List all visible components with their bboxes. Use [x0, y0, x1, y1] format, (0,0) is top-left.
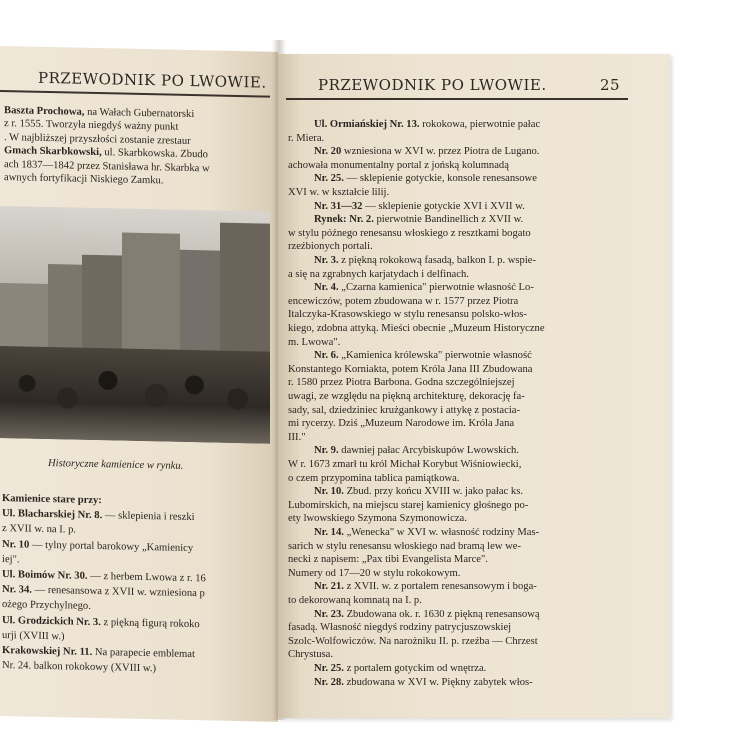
entry-heading: Nr. 10.: [314, 486, 344, 498]
open-book: [0, 40, 670, 720]
entry-text: z XVII. w. z portalem renesansowym i boga-: [343, 581, 537, 593]
entry-text: W r. 1673 zmarł tu król Michał Korybut Wiśniowiecki,: [288, 459, 522, 470]
entry-text: z piękną rokokową fasadą, balkon I. p. wspie-: [338, 255, 537, 266]
text-line: [314, 608, 540, 621]
entry-text: Numery od 17—20 w stylu rokokowym.: [288, 567, 461, 579]
text-line: [288, 363, 532, 376]
entry-text: Szolc-Wolfowiczów. Na narożniku II. p. rzeźba — Chrzest: [288, 635, 538, 647]
entry-text: — sklepienia i reszki: [102, 510, 195, 524]
text-line: [288, 227, 531, 240]
entry-text: III.": [288, 431, 306, 443]
entry-text: fasadą. Własność niegdyś rodziny patrycjuszowskiej: [288, 622, 512, 634]
right-running-head: PRZEWODNIK PO LWOWIE.: [318, 76, 547, 94]
entry-text: uwagi, ze względu na piękną architekturę, dekorację fa-: [288, 391, 525, 402]
text-line: [288, 404, 520, 417]
entry-text: . W najbliższej przyszłości zostanie zrestaur: [4, 131, 191, 147]
entry-text: rzeźbionych portali.: [288, 241, 373, 253]
entry-heading: Nr. 28.: [314, 676, 344, 688]
text-line: [288, 431, 306, 444]
entry-text: achowała monumentalny portal z jońską kolumnadą: [288, 159, 509, 171]
entry-heading: Nr. 4.: [314, 282, 339, 294]
right-header-rule: [286, 98, 628, 100]
text-line: [288, 336, 340, 349]
text-line: [2, 492, 102, 507]
entry-text: o czem przypomina tablica pamiątkowa.: [288, 472, 460, 484]
text-line: [314, 254, 536, 267]
entry-heading: Nr. 14.: [314, 527, 344, 538]
entry-text: Nr. 24. balkon rokokowy (XVIII w.): [2, 660, 157, 675]
entry-heading: Gmach Skarbkowski,: [4, 145, 102, 159]
entry-text: z XVII w. na I. p.: [2, 523, 77, 536]
text-line: [288, 308, 527, 321]
entry-heading: Nr. 25.: [314, 173, 344, 185]
entry-text: iej".: [2, 553, 20, 566]
text-line: [288, 458, 521, 471]
text-line: [314, 662, 486, 675]
entry-text: mi rycerzy. Dziś „Muzeum Narodowe im. Króla Jana: [288, 418, 515, 430]
text-line: [288, 499, 528, 512]
text-line: [2, 644, 195, 661]
text-line: [288, 390, 525, 403]
entry-text: ach 1837—1842 przez Stanisława hr. Skarbka w: [4, 158, 210, 174]
market-square-photo: [0, 206, 270, 444]
text-line: [288, 540, 521, 553]
entry-text: kiego, zdobna attyką. Mieści obecnie „Muzeum Historyczne: [288, 323, 545, 334]
text-line: [314, 349, 532, 362]
entry-text: ety lwowskiego Szymona Szymonowicza.: [288, 513, 467, 525]
text-line: [288, 159, 509, 172]
entry-text: r. 1580 przez Piotra Barbona. Godna szczególniejszej: [288, 377, 515, 389]
left-running-head: PRZEWODNIK PO LWOWIE.: [38, 68, 267, 92]
entry-heading: Rynek: Nr. 2.: [314, 214, 374, 226]
entry-text: zbudowana w XVI w. Piękny zabytek włos-: [343, 676, 533, 688]
entry-heading: Nr. 9.: [314, 445, 339, 457]
entry-text: — sklepienie gotyckie XVI i XVII w.: [362, 200, 525, 212]
entry-heading: Kamienice stare przy:: [2, 493, 102, 507]
entry-text: to dekorowaną komnatą na I. p.: [288, 595, 422, 606]
entry-heading: Nr. 20: [314, 146, 342, 158]
entry-text: w stylu późnego renesansu włoskiego z resztkami bogato: [288, 227, 531, 239]
text-line: [2, 583, 205, 600]
text-line: [2, 522, 76, 537]
entry-heading: Ul. Blacharskiej Nr. 8.: [2, 508, 103, 522]
entry-text: urji (XVIII w.): [2, 629, 65, 643]
entry-heading: Ul. Ormiańskiej Nr. 13.: [314, 119, 420, 130]
entry-text: „Wenecka" w XVI w. własność rodziny Mas-: [343, 527, 540, 538]
text-line: [288, 635, 538, 648]
text-line: [314, 676, 533, 689]
text-line: [2, 629, 65, 643]
entry-text: — tylny portal barokowy „Kamienicy: [29, 539, 194, 554]
entry-heading: Nr. 21.: [314, 581, 344, 593]
entry-text: Konstantego Korniakta, potem Króla Jana III Zbudowana: [288, 363, 533, 375]
entry-text: z piękną figurą rokoko: [100, 616, 200, 630]
text-line: [314, 172, 537, 185]
entry-text: awnych fortyfikacji Niskiego Zamku.: [4, 172, 164, 187]
entry-text: Zbud. przy końcu XVIII w. jako pałac ks.: [343, 486, 523, 498]
text-line: [288, 553, 488, 566]
entry-text: „Czarna kamienica" pierwotnie własność Lo-: [338, 282, 534, 294]
left-page: [0, 46, 278, 722]
text-line: [314, 200, 525, 213]
text-line: [314, 526, 539, 539]
entry-heading: Baszta Prochowa,: [4, 105, 85, 118]
text-line: [288, 648, 333, 661]
entry-text: sady, sal, dziedziniec krużgankowy i attykę z postacia-: [288, 404, 520, 416]
text-line: [2, 553, 20, 566]
entry-heading: Nr. 10: [2, 538, 30, 551]
text-line: [2, 538, 193, 555]
entry-text: wzniesiona w XVI w. przez Piotra de Lugano.: [341, 146, 540, 158]
entry-text: Chrystusa.: [288, 649, 334, 661]
text-line: [314, 444, 519, 457]
entry-text: rokokowa, pierwotnie pałac: [419, 119, 541, 130]
entry-text: Zbudowana ok. r. 1630 z piękną renesansową: [343, 608, 540, 620]
text-line: [314, 485, 523, 498]
entry-text: — sklepienie gotyckie, konsole renesansowe: [343, 173, 537, 185]
text-line: [288, 472, 460, 485]
entry-heading: Ul. Grodzickich Nr. 3.: [2, 614, 101, 628]
text-line: [288, 186, 389, 199]
entry-heading: Krakowskiej Nr. 11.: [2, 645, 93, 658]
text-line: [288, 512, 467, 525]
entry-text: — z herbem Lwowa z r. 16: [87, 570, 206, 585]
entry-heading: Nr. 6.: [314, 350, 339, 362]
entry-text: a się na zgrabnych karjatydach i delfinach.: [288, 268, 469, 280]
entry-text: m. Lwowa".: [288, 336, 341, 348]
entry-text: r. Miera.: [288, 132, 325, 144]
right-page: [278, 54, 670, 718]
entry-text: z portalem gotyckim od wnętrza.: [343, 663, 487, 674]
entry-text: Lubomirskich, na miejscu starej kamienicy głośnego po-: [288, 499, 529, 511]
text-line: [288, 322, 545, 335]
entry-heading: Nr. 3.: [314, 255, 339, 266]
text-line: [288, 594, 422, 607]
entry-text: ul. Skarbkowska. Zbudo: [101, 147, 208, 161]
text-line: [288, 376, 515, 389]
text-line: [314, 580, 537, 593]
text-line: [288, 295, 518, 308]
text-line: [288, 567, 460, 580]
entry-text: dawniej pałac Arcybiskupów Lwowskich.: [338, 445, 519, 457]
entry-heading: Nr. 31—32: [314, 200, 363, 212]
text-line: [288, 621, 511, 634]
entry-heading: Nr. 34.: [2, 584, 32, 596]
entry-heading: Ul. Boimów Nr. 30.: [2, 569, 88, 582]
entry-text: XVI w. w kształcie lilij.: [288, 187, 390, 198]
entry-text: — renesansowa z XVII w. wzniesiona p: [31, 584, 205, 600]
entry-text: na Wałach Gubernatorski: [84, 106, 195, 121]
text-line: [314, 118, 540, 131]
entry-text: „Kamienica królewska" pierwotnie własność: [338, 350, 532, 362]
left-header-rule: [0, 90, 270, 98]
entry-text: Italczyka-Krasowskiego w stylu renesansu polsko-włos-: [288, 309, 527, 321]
entry-text: encewiczów, potem zbudowana w r. 1577 przez Piotra: [288, 295, 519, 307]
crowd: [0, 346, 270, 444]
page-number: 25: [600, 76, 621, 94]
entry-text: z r. 1555. Tworzyła niegdyś ważny punkt: [4, 118, 179, 134]
text-line: [2, 568, 206, 585]
text-line: [4, 171, 163, 187]
text-line: [288, 240, 373, 253]
entry-text: ożego Przychylnego.: [2, 599, 91, 613]
text-line: [288, 268, 469, 281]
entry-text: pierwotnie Bandinellich z XVII w.: [373, 214, 524, 226]
text-line: [2, 614, 200, 631]
entry-heading: Nr. 25.: [314, 663, 344, 674]
entry-text: sarich w stylu renesansu włoskiego nad bramą lew we-: [288, 540, 521, 552]
photo-caption: Historyczne kamienice w rynku.: [48, 458, 184, 472]
entry-heading: Nr. 23.: [314, 608, 344, 620]
text-line: [2, 659, 156, 675]
text-line: [288, 417, 514, 430]
text-line: [314, 213, 523, 226]
entry-text: Na parapecie emblemat: [92, 646, 195, 661]
text-line: [2, 598, 91, 613]
text-line: [288, 132, 324, 145]
text-line: [314, 281, 534, 294]
text-line: [2, 507, 195, 524]
text-line: [314, 145, 539, 158]
entry-text: necki z napisem: „Pax tibi Evangelista Marce".: [288, 554, 488, 566]
